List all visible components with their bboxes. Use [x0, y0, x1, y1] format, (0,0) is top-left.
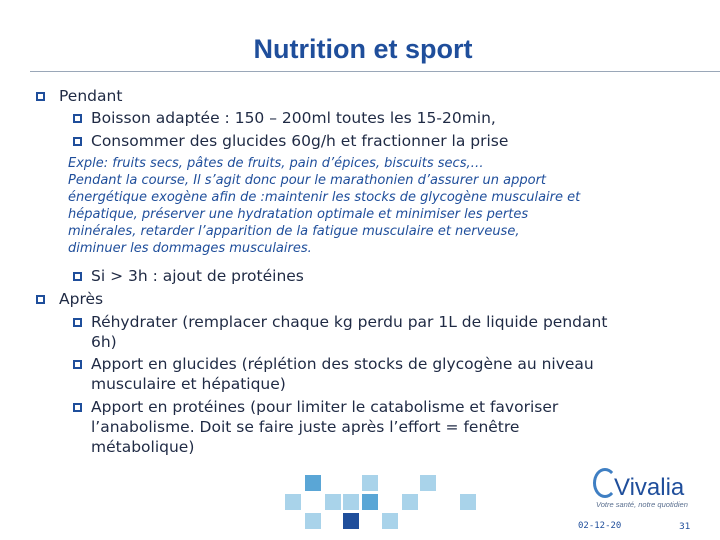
decorative-square	[305, 513, 321, 529]
decorative-square	[305, 475, 321, 491]
vivalia-logo	[590, 466, 710, 512]
item-line: Réhydrater (remplacer chaque kg perdu par 1L de liquide pendant	[91, 313, 608, 331]
item-line: métabolique)	[91, 438, 195, 456]
logo-tagline: Votre santé, notre quotidien	[596, 500, 688, 509]
square-bullet-icon	[73, 318, 82, 327]
square-bullet-icon	[73, 114, 82, 123]
square-bullet-icon	[36, 92, 45, 101]
decorative-square	[382, 513, 398, 529]
square-bullet-icon	[36, 295, 45, 304]
page-number: 31	[679, 522, 691, 532]
note-line: Pendant la course, Il s’agit donc pour le marathonien d’assurer un apport	[68, 173, 547, 188]
decorative-square	[420, 475, 436, 491]
square-bullet-icon	[73, 360, 82, 369]
item-line: Apport en glucides (réplétion des stocks de glycogène au niveau	[91, 355, 594, 373]
decorative-square	[460, 494, 476, 510]
decorative-square	[325, 494, 341, 510]
square-bullet-icon	[73, 272, 82, 281]
note-line: hépatique, préserver une hydratation optimale et minimiser les pertes	[68, 207, 529, 222]
slide-title: Nutrition et sport	[253, 34, 473, 64]
item-line: l’anabolisme. Doit se faire juste après l’effort = fenêtre	[91, 418, 520, 436]
section-label-apres: Après	[59, 290, 104, 308]
title-divider	[30, 71, 720, 72]
list-item-glucides: Consommer des glucides 60g/h et fractionner la prise	[91, 132, 509, 150]
list-item-apport-proteines	[91, 397, 558, 457]
square-bullet-icon	[73, 137, 82, 146]
list-item-boisson: Boisson adaptée : 150 – 200ml toutes les 15-20min,	[91, 109, 496, 127]
decorative-square	[343, 494, 359, 510]
decorative-square	[362, 475, 378, 491]
footer-date: 02-12-20	[578, 521, 622, 531]
note-line: Exple: fruits secs, pâtes de fruits, pain d’épices, biscuits secs,…	[68, 156, 484, 171]
note-line: diminuer les dommages musculaires.	[68, 241, 312, 256]
decorative-square	[362, 494, 378, 510]
note-line: minérales, retarder l’apparition de la fatigue musculaire et nerveuse,	[68, 224, 520, 239]
decorative-square	[285, 494, 301, 510]
list-item-apport-glucides	[91, 354, 594, 394]
item-line: 6h)	[91, 333, 117, 351]
decorative-square	[402, 494, 418, 510]
note-line: énergétique exogène afin de :maintenir les stocks de glycogène musculaire et	[68, 190, 581, 205]
section-label-pendant: Pendant	[59, 87, 123, 105]
list-item-rehydrater	[91, 312, 607, 352]
item-line: Apport en protéines (pour limiter le catabolisme et favoriser	[91, 398, 559, 416]
square-bullet-icon	[73, 403, 82, 412]
item-line: musculaire et hépatique)	[91, 375, 286, 393]
list-item-proteines: Si > 3h : ajout de protéines	[91, 267, 304, 285]
example-note	[68, 155, 693, 257]
decorative-square	[343, 513, 359, 529]
logo-wordmark: Vivalia	[614, 474, 685, 501]
